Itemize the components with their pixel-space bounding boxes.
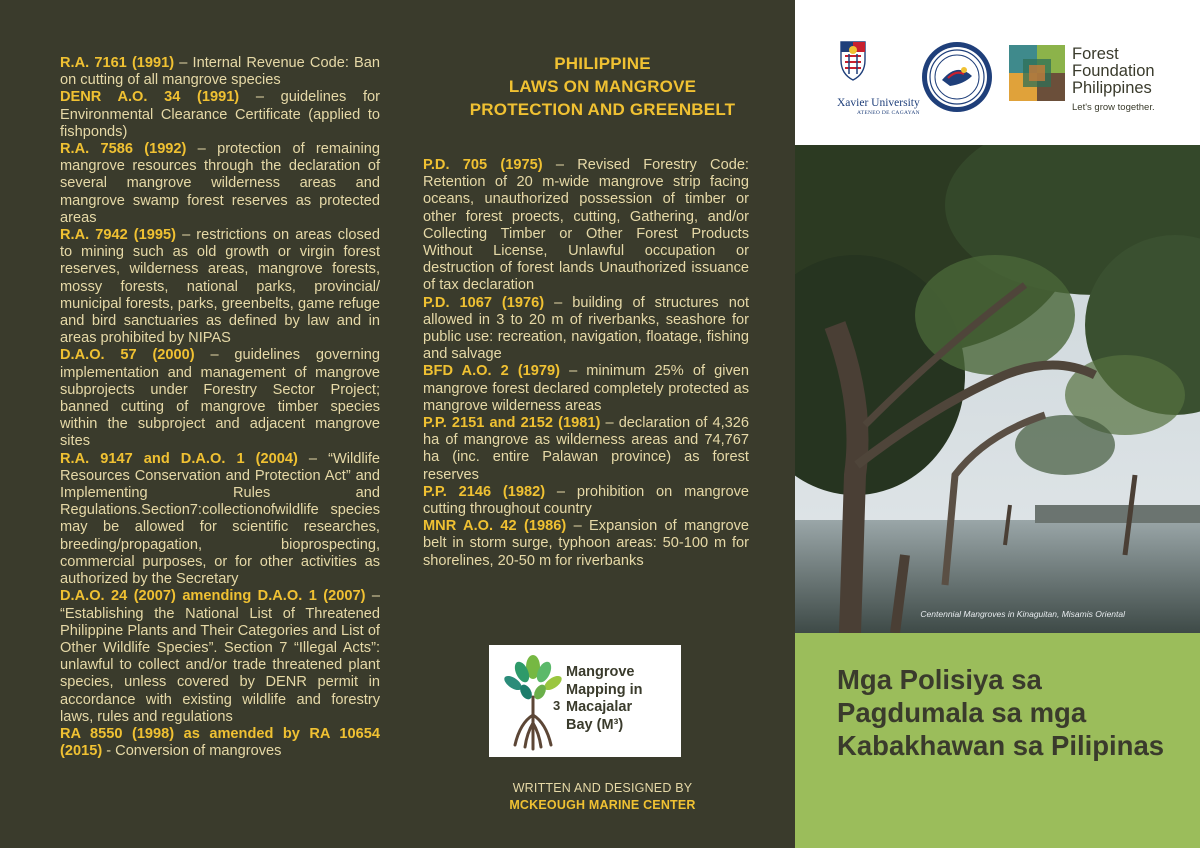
m3-name-line: Mangrove bbox=[566, 664, 635, 680]
law-entry bbox=[60, 141, 380, 227]
xavier-subtitle: ATENEO DE CAGAYAN bbox=[857, 110, 920, 116]
law-code: MNR A.O. 42 (1986) bbox=[423, 518, 567, 535]
credit-block bbox=[410, 780, 795, 814]
forest-foundation-logo bbox=[1009, 45, 1065, 101]
law-description: – “Wildlife Resources Conservation and Protection Act” and Implementing Rules and Regulations.Section7:collectionofwildlife species may be allowed for scientific researches, breeding/propagation, bioprospecting, commercial purposes, or for other activities as authorized by the Secretary bbox=[60, 450, 380, 588]
cover-title: Mga Polisiya sa Pagdumala sa mga Kabakhawan sa Pilipinas bbox=[837, 664, 1165, 761]
law-description: – minimum 25% of given mangrove forest declared completely protected as mangrove wilderness areas bbox=[423, 363, 749, 414]
law-code: R.A. 9147 and D.A.O. 1 (2004) bbox=[60, 450, 298, 467]
ffp-name bbox=[1072, 46, 1155, 97]
mangrove-photo bbox=[795, 145, 1200, 633]
m3-name-line: Macajalar bbox=[566, 699, 633, 715]
partner-logos bbox=[795, 0, 1200, 145]
m3-name-line: Mapping in bbox=[566, 681, 643, 698]
law-code: D.A.O. 24 (2007) amending D.A.O. 1 (2007) bbox=[60, 588, 366, 605]
law-entry bbox=[423, 484, 749, 518]
law-description: – protection of remaining mangrove resources through the declaration of several mangrove wilderness areas and mangrove swamp forest reserves as protected areas bbox=[60, 141, 380, 226]
law-entry bbox=[423, 363, 749, 415]
law-code: P.D. 1067 (1976) bbox=[423, 294, 545, 311]
law-description: – Revised Forestry Code: Retention of 20 m-wide mangrove strip facing oceans, unauthorized possession of timber or other forest proects, cutting, Gathering, and/or Collecting Timber or Other Forest Products Without License, Unlawful occupation or destruction of forest lands Unauthorized issuance of tax declaration bbox=[423, 157, 749, 294]
law-list-left bbox=[60, 55, 380, 760]
law-entry bbox=[423, 415, 749, 484]
ffp-tagline: Let's grow together. bbox=[1072, 102, 1155, 113]
cover-panel bbox=[795, 0, 1200, 848]
title-line: PHILIPPINE bbox=[554, 54, 651, 73]
university-seal-logo bbox=[920, 40, 994, 114]
law-entry bbox=[60, 89, 380, 141]
law-entry bbox=[60, 451, 380, 589]
law-entry bbox=[60, 588, 380, 726]
ffp-name-line: Foundation bbox=[1072, 62, 1155, 80]
m3-project-logo bbox=[489, 645, 681, 757]
law-description: – prohibition on mangrove cutting throughout country bbox=[423, 483, 749, 518]
m3-number: 3 bbox=[553, 698, 561, 713]
law-code: RA 8550 (1998) as amended by RA 10654 (2015) bbox=[60, 725, 380, 760]
xavier-name: Xavier University bbox=[837, 97, 920, 109]
m3-project-name bbox=[566, 664, 676, 734]
law-description: – guidelines for Environmental Clearance Certificate (applied to fishponds) bbox=[60, 89, 380, 140]
law-description: - Conversion of mangroves bbox=[102, 743, 282, 760]
law-code: BFD A.O. 2 (1979) bbox=[423, 363, 560, 380]
title-line: PROTECTION AND GREENBELT bbox=[469, 100, 736, 119]
title-line: LAWS ON MANGROVE bbox=[508, 77, 697, 96]
law-entry bbox=[60, 347, 380, 450]
law-code: R.A. 7586 (1992) bbox=[60, 141, 187, 158]
law-description: – restrictions on areas closed to mining such as old growth or virgin forest reserves, wilderness areas, mangrove forests, mossy forests, national parks, provincial/ municipal forests, parks, greenbelts, game refuge and bird sanctuaries as defined by law and in areas prohibited by NIPAS bbox=[60, 227, 380, 347]
photo-caption: Centennial Mangroves in Kinaguitan, Misamis Oriental bbox=[920, 609, 1125, 619]
credit-label: WRITTEN AND DESIGNED BY bbox=[512, 781, 693, 795]
law-list-middle bbox=[423, 157, 749, 570]
mangrove-plant-icon bbox=[495, 645, 575, 757]
law-code: P.P. 2151 and 2152 (1981) bbox=[423, 415, 601, 432]
cover-title-block bbox=[795, 633, 1200, 848]
law-description: – “Establishing the National List of Threatened Philippine Plants and Their Categories and List of Other Wildlife Species”. Section 7 “Illegal Acts”: unlawful to collect and/or trade threatened plant species, unless covered by DENR permit in accordance with existing wildlife and forestry laws, rules and regulations bbox=[60, 588, 381, 725]
law-code: DENR A.O. 34 (1991) bbox=[60, 89, 240, 106]
law-code: D.A.O. 57 (2000) bbox=[60, 347, 195, 364]
credit-organization: MCKEOUGH MARINE CENTER bbox=[509, 798, 696, 812]
law-code: P.P. 2146 (1982) bbox=[423, 483, 546, 500]
law-description: – guidelines governing implementation and management of mangrove subprojects under Forestry Sector Project; banned cutting of mangrove timber species within the subproject and adjacent mangrove sites bbox=[60, 347, 380, 450]
section-title bbox=[410, 52, 795, 121]
law-description: – Internal Revenue Code: Ban on cutting of all mangrove species bbox=[60, 55, 380, 89]
law-description: – declaration of 4,326 ha of mangrove as wilderness areas and 74,767 ha (inc. entire Palawan province) as forest reserves bbox=[423, 415, 750, 483]
law-code: R.A. 7161 (1991) bbox=[60, 55, 175, 71]
law-description: – building of structures not allowed in 3 to 20 m of riverbanks, seashore for public use: recreation, navigation, floatage, fishing and salvage bbox=[423, 294, 749, 363]
law-description: – Expansion of mangrove belt in storm surge, typhoon areas: 50-100 m for shorelines, 20-50 m for riverbanks bbox=[423, 518, 749, 569]
left-panel bbox=[0, 0, 410, 848]
law-entry bbox=[60, 55, 380, 89]
ffp-name-line: Philippines bbox=[1072, 79, 1152, 97]
law-entry bbox=[423, 518, 749, 570]
law-entry bbox=[60, 227, 380, 347]
middle-panel bbox=[410, 0, 795, 848]
m3-name-line: Bay (M³) bbox=[566, 716, 624, 733]
law-code: P.D. 705 (1975) bbox=[423, 157, 543, 173]
law-code: R.A. 7942 (1995) bbox=[60, 227, 176, 244]
mangrove-scene-image bbox=[795, 145, 1200, 633]
law-entry bbox=[423, 295, 749, 364]
ffp-name-line: Forest bbox=[1072, 45, 1119, 63]
law-entry bbox=[423, 157, 749, 295]
law-entry bbox=[60, 726, 380, 760]
